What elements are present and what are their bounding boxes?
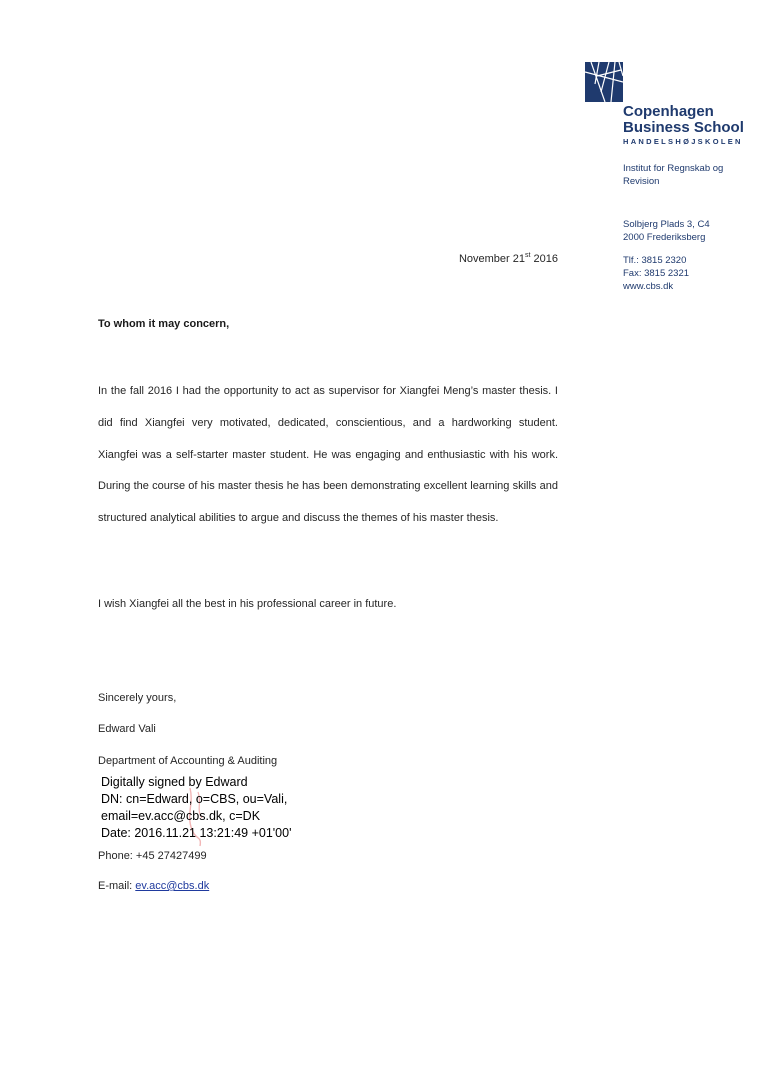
school-subtitle: HANDELSHØJSKOLEN xyxy=(623,137,743,146)
letter-date xyxy=(459,252,558,265)
address-line2: 2000 Frederiksberg xyxy=(623,232,706,243)
signature-line2: DN: cn=Edward, o=CBS, ou=Vali, xyxy=(101,792,288,806)
closing-salutation: Sincerely yours, xyxy=(98,692,177,704)
signer-department: Department of Accounting & Auditing xyxy=(98,755,278,767)
institute-line1: Institut for Regnskab og xyxy=(623,163,724,174)
date-ordinal: st xyxy=(525,252,531,259)
email-label: E-mail: xyxy=(98,880,136,892)
address-line1: Solbjerg Plads 3, C4 xyxy=(623,219,710,230)
body-paragraph: In the fall 2016 I had the opportunity to act as supervisor for Xiangfei Meng’s master thesis. I did find Xiangfei very motivated, dedicated, conscientious, and a hardworking student. Xiangfei was a self-starter master student. He was engaging and enthusiastic with his work. During the course of his master thesis he has been demonstrating excellent learning skills and structured analytical abilities to argue and discuss the themes of his master thesis. xyxy=(98,385,558,525)
school-name-line2: Business School xyxy=(623,119,744,136)
signer-phone: Phone: +45 27427499 xyxy=(98,850,207,862)
signer-name: Edward Vali xyxy=(98,723,156,735)
closing-wish: I wish Xiangfei all the best in his professional career in future. xyxy=(98,598,397,610)
signature-line3: email=ev.acc@cbs.dk, c=DK xyxy=(101,809,261,823)
date-year: 2016 xyxy=(530,253,558,265)
school-website: www.cbs.dk xyxy=(623,281,674,292)
school-address xyxy=(623,218,710,244)
signer-email xyxy=(98,880,209,892)
email-link[interactable]: ev.acc@cbs.dk xyxy=(135,880,210,892)
cbs-logo-icon xyxy=(585,62,623,102)
signature-line1: Digitally signed by Edward xyxy=(101,775,248,789)
signature-line4: Date: 2016.11.21 13:21:49 +01'00' xyxy=(101,826,292,840)
school-phone: Tlf.: 3815 2320 xyxy=(623,255,687,266)
date-text: November 21 xyxy=(458,253,526,265)
school-name-line1: Copenhagen xyxy=(623,103,714,120)
greeting: To whom it may concern, xyxy=(98,318,230,330)
digital-signature[interactable] xyxy=(101,774,291,842)
institute-name xyxy=(623,162,723,188)
school-fax: Fax: 3815 2321 xyxy=(623,268,690,279)
school-contact xyxy=(623,254,689,293)
school-name xyxy=(623,104,744,136)
institute-line2: Revision xyxy=(623,176,660,187)
